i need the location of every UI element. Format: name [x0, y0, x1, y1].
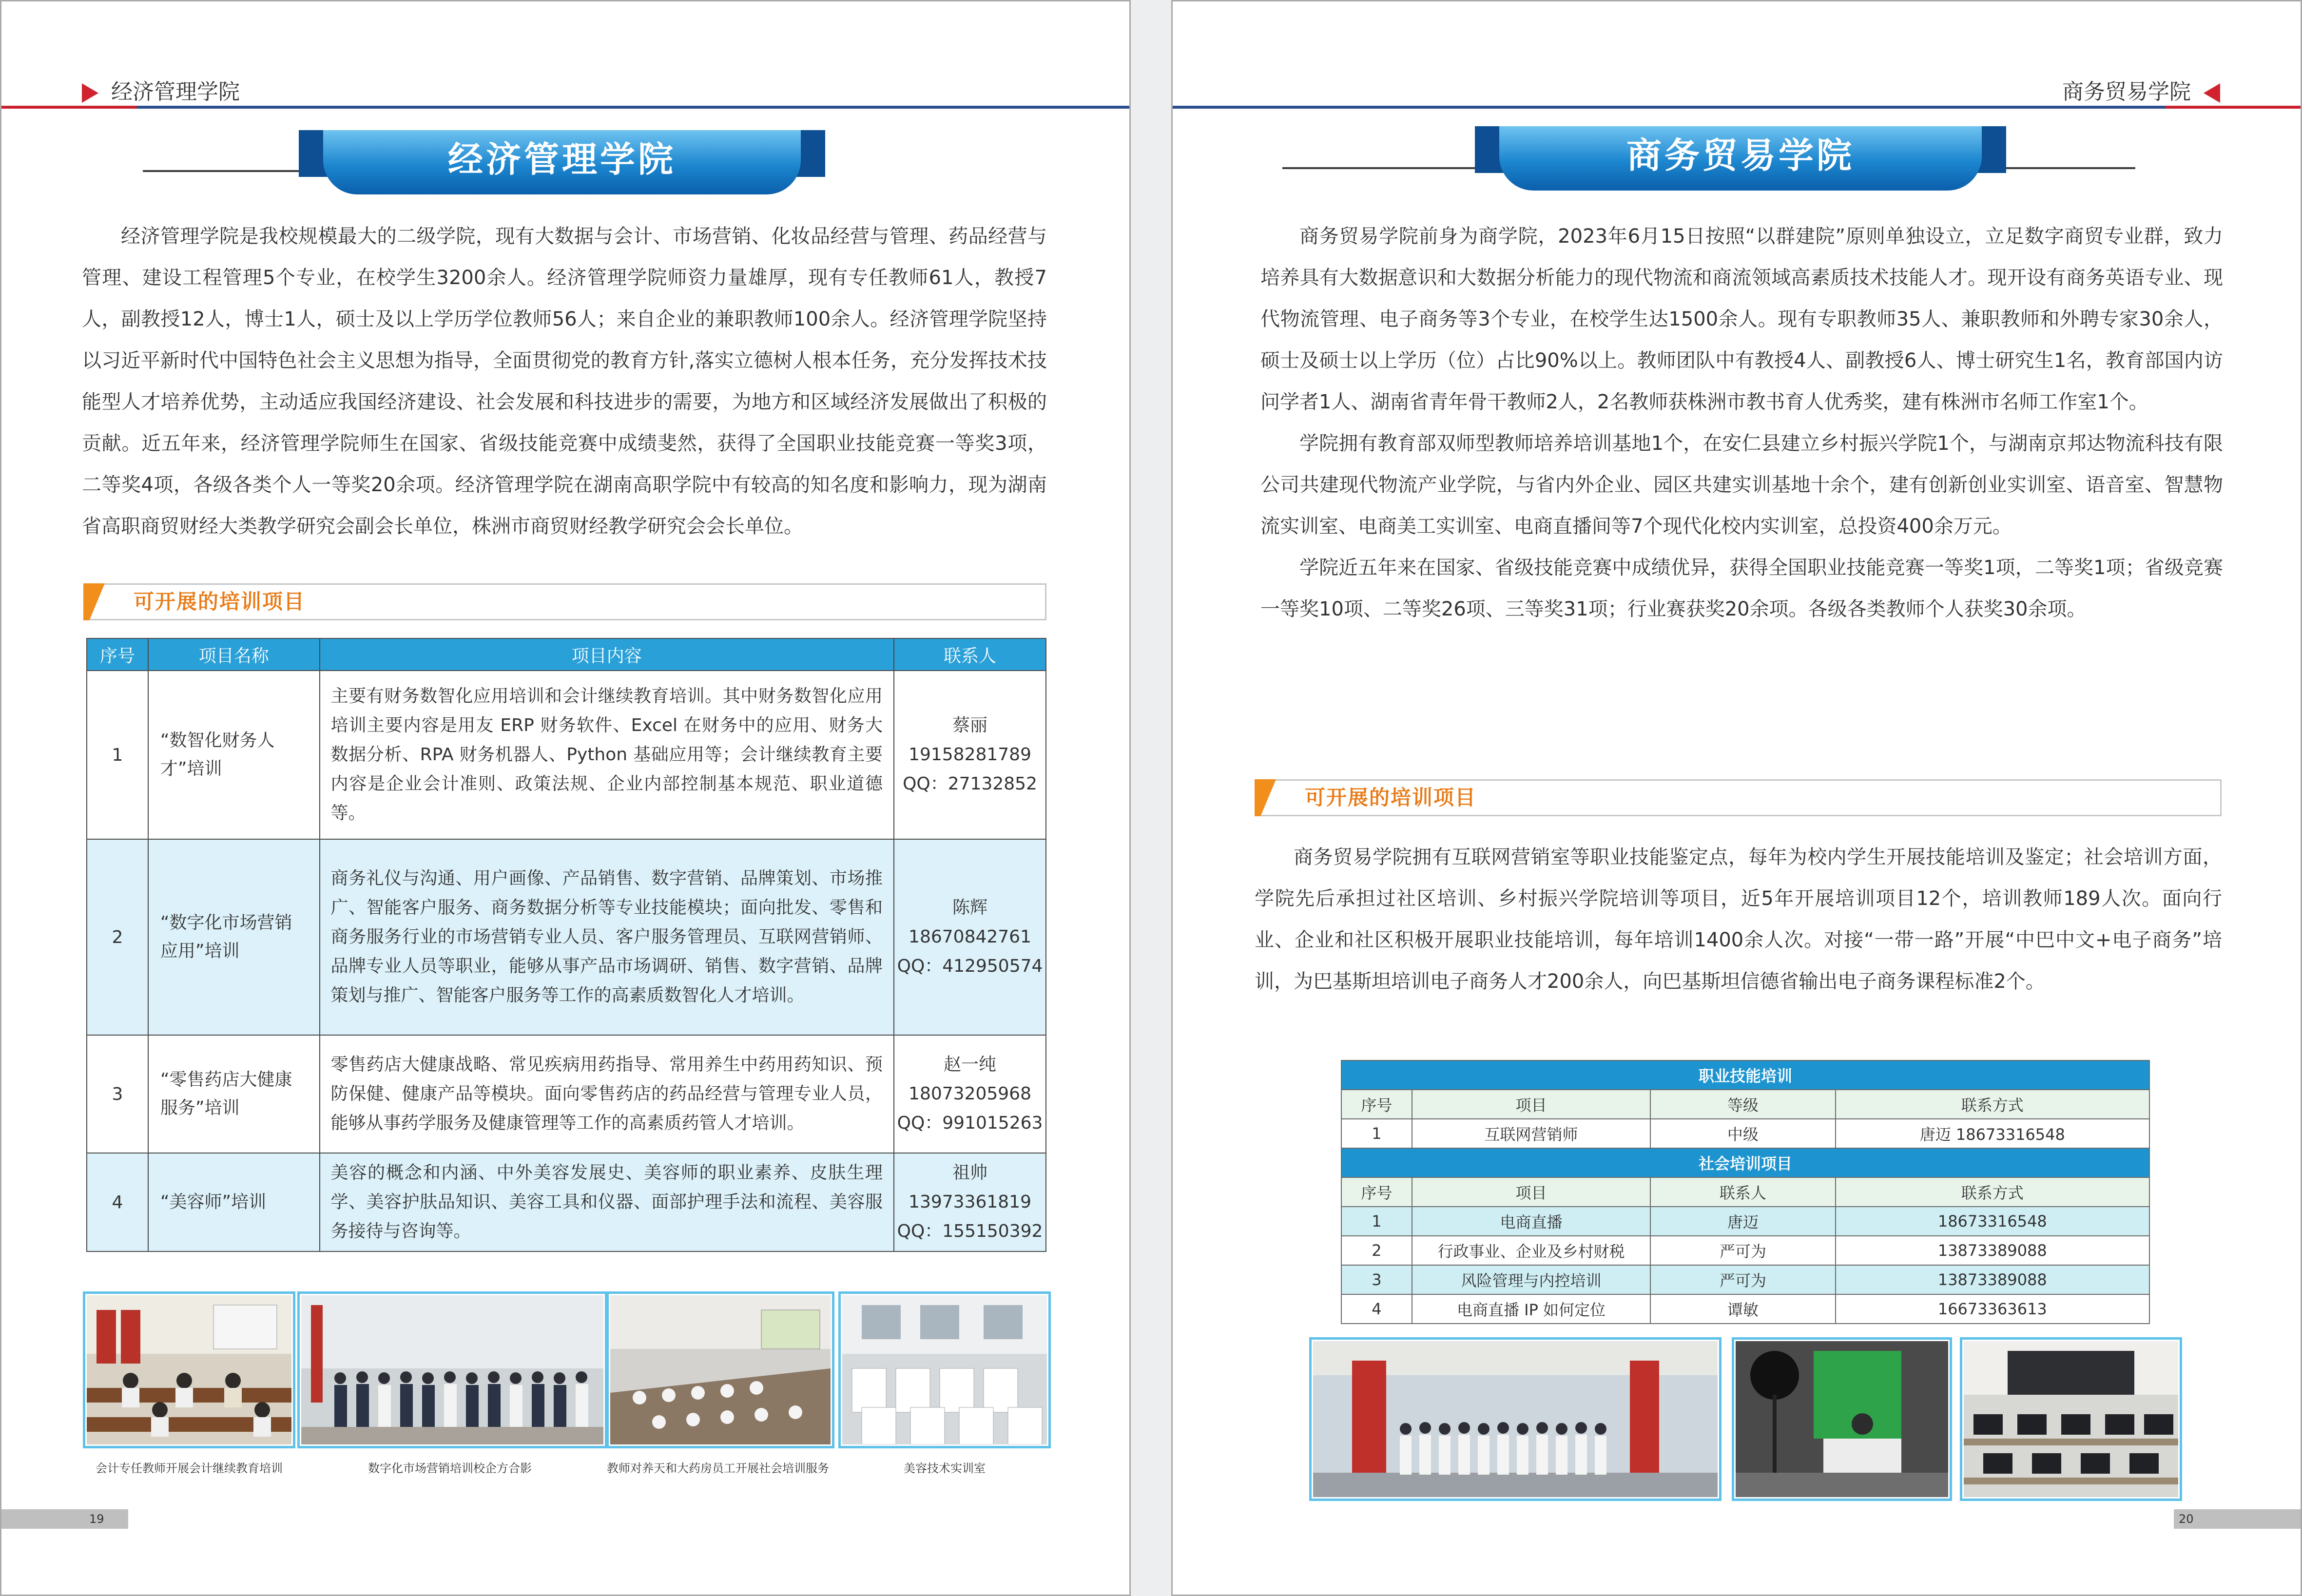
project-content: 主要有财务数智化应用培训和会计继续教育培训。其中财务数智化应用培训主要内容是用友 ERP 财务软件、Excel 在财务中的应用、财务大数据分析、RPA 财务机器人、Python 基础应用等；会计继续教育主要内容是企业会计准则、政策法规、企业内部控制基本规范、职业道德等。 [320, 671, 894, 839]
photo-college-group [1312, 1340, 1719, 1499]
section-tab-icon [83, 583, 105, 620]
col-header: 联系人 [894, 638, 1046, 671]
table-row [1341, 1236, 2149, 1265]
col-header: 项目 [1412, 1177, 1650, 1207]
cell: 谭敏 [1650, 1294, 1835, 1324]
contact-phone: 18073205968 [909, 1084, 1031, 1104]
classroom-photo-icon [87, 1295, 291, 1444]
cell: 唐迈 [1650, 1207, 1835, 1236]
contact-phone: 13973361819 [909, 1192, 1031, 1212]
intro-text [1260, 216, 2223, 630]
contact-name: 祖帅 [952, 1163, 988, 1183]
intro-paragraph: 学院拥有教育部双师型教师培养培训基地1个，在安仁县建立乡村振兴学院1个，与湖南京邦达物流科技有限公司共建现代物流产业学院，与省内外企业、园区共建实训基地十余个，建有创新创业实训室、语音室、智慧物流实训室、电商美工实训室、电商直播间等7个现代化校内实训室，总投资400余万元。 [1260, 432, 2223, 538]
title-banner [299, 130, 825, 196]
training-text [1255, 837, 2222, 1002]
group-title: 社会培训项目 [1341, 1148, 2149, 1177]
cell: 行政事业、企业及乡村财税 [1412, 1236, 1650, 1265]
contact-name: 陈辉 [952, 898, 988, 918]
cell: 电商直播 [1412, 1207, 1650, 1236]
page-header-right [2062, 75, 2220, 110]
project-content: 美容的概念和内涵、中外美容发展史、美容师的职业素养、皮肤生理学、美容护肤品知识、美容工具和仪器、面部护理手法和流程、美容服务接待与咨询等。 [320, 1153, 894, 1251]
section-title: 可开展的培训项目 [1305, 786, 1477, 809]
table-header-row [1341, 1090, 2149, 1119]
contact-name: 蔡丽 [952, 715, 988, 735]
row-number: 1 [87, 671, 148, 839]
cell: 互联网营销师 [1412, 1119, 1650, 1148]
intro-paragraph: 经济管理学院是我校规模最大的二级学院，现有大数据与会计、市场营销、化妆品经营与管理、药品经营与管理、建设工程管理5个专业，在校学生3200余人。经济管理学院师资力量雄厚，现有专任教师61人，教授7人，副教授12人，博士1人，硕士及以上学历学位教师56人；来自企业的兼职教师100余人。经济管理学院坚持以习近平新时代中国特色社会主义思想为指导，全面贯彻党的教育方针,落实立德树人根本任务，充分发挥技术技能型人才培养优势，主动适应我国经济建设、社会发展和科技进步的需要，为地方和区域经济发展做出了积极的贡献。近五年来，经济管理学院师生在国家、省级技能竞赛中成绩斐然，获得了全国职业技能竞赛一等奖3项，二等奖4项，各级各类个人一等奖20余项。经济管理学院在湖南高职学院中有较高的知名度和影响力，现为湖南省高职商贸财经大类教学研究会副会长单位，株洲市商贸财经教学研究会会长单位。 [82, 225, 1047, 538]
table-row [87, 1153, 1046, 1251]
table-header-row [87, 638, 1046, 671]
page-title: 商务贸易学院 [1499, 126, 1982, 191]
lecture-hall-photo-icon [610, 1295, 831, 1444]
page-right [1171, 0, 2302, 1596]
col-header: 等级 [1650, 1090, 1835, 1119]
col-header: 联系人 [1650, 1177, 1835, 1207]
training-room-photo-icon [842, 1295, 1047, 1444]
intro-text [82, 216, 1047, 547]
photo-beauty-lab [841, 1294, 1048, 1446]
project-name: “数智化财务人才”培训 [148, 671, 320, 839]
computer-room-photo-icon [1964, 1341, 2178, 1497]
table-row [87, 839, 1046, 1035]
cell: 4 [1341, 1294, 1412, 1324]
col-header: 联系方式 [1836, 1177, 2149, 1207]
col-header: 序号 [1341, 1177, 1412, 1207]
contact-cell [894, 671, 1046, 839]
col-header: 联系方式 [1836, 1090, 2149, 1119]
intro-paragraph: 商务贸易学院前身为商学院，2023年6月15日按照“以群建院”原则单独设立，立足数字商贸专业群，致力培养具有大数据意识和大数据分析能力的现代物流和商流领域高素质技术技能人才。现开设有商务英语专业、现代物流管理、电子商务等3个专业，在校学生达1500余人。现有专职教师35人、兼职教师和外聘专家30余人，硕士及硕士以上学历（位）占比90%以上。教师团队中有教授4人、副教授6人、博士研究生1名，教育部国内访问学者1人、湖南省青年骨干教师2人，2名教师获株洲市教书育人优秀奖，建有株洲市名师工作室1个。 [1260, 225, 2223, 413]
cell: 电商直播 IP 如何定位 [1412, 1294, 1650, 1324]
cell: 3 [1341, 1265, 1412, 1294]
table-header-row [1341, 1177, 2149, 1207]
contact-phone: 19158281789 [909, 745, 1031, 765]
studio-photo-icon [1736, 1341, 1948, 1497]
group-photo-icon [1313, 1341, 1718, 1497]
cell: 中级 [1650, 1119, 1835, 1148]
photo-computer-lab [1962, 1340, 2180, 1499]
cell: 1 [1341, 1119, 1412, 1148]
table-row [1341, 1119, 2149, 1148]
header-label: 经济管理学院 [111, 79, 240, 104]
col-header: 项目名称 [148, 638, 320, 671]
contact-cell [894, 1035, 1046, 1153]
table-row [1341, 1265, 2149, 1294]
table-row [1341, 1207, 2149, 1236]
title-banner [1475, 126, 2006, 192]
section-heading [1255, 779, 2222, 816]
col-header: 序号 [1341, 1090, 1412, 1119]
triangle-marker-icon [2204, 83, 2220, 103]
table-row [87, 671, 1046, 839]
project-name: “零售药店大健康服务”培训 [148, 1035, 320, 1153]
training-table [86, 638, 1046, 1252]
project-name: “美容师”培训 [148, 1153, 320, 1251]
photo-group-marketing [300, 1294, 605, 1446]
triangle-marker-icon [82, 83, 98, 103]
cell: 1 [1341, 1207, 1412, 1236]
photo-caption: 美容技术实训室 [904, 1461, 986, 1475]
col-header: 项目内容 [320, 638, 894, 671]
cell: 13873389088 [1836, 1236, 2149, 1265]
contact-name: 赵一纯 [944, 1055, 997, 1075]
group-photo-icon [301, 1295, 603, 1444]
photo-accounting-training [85, 1294, 293, 1446]
photo-caption: 数字化市场营销培训校企方合影 [368, 1461, 532, 1475]
page-number: 19 [89, 1512, 104, 1526]
table-row [1341, 1294, 2149, 1324]
photo-caption: 会计专任教师开展会计继续教育培训 [96, 1461, 283, 1475]
photo-pharmacy-training [609, 1294, 832, 1446]
page-number: 20 [2179, 1512, 2194, 1526]
section-heading [83, 583, 1046, 620]
project-content: 零售药店大健康战略、常见疾病用药指导、常用养生中药用药知识、预防保健、健康产品等模块。面向零售药店的药品经营与管理专业人员，能够从事药学服务及健康管理等工作的高素质药管人才培训。 [320, 1035, 894, 1153]
cell: 16673363613 [1836, 1294, 2149, 1324]
cell: 严可为 [1650, 1236, 1835, 1265]
contact-phone: 18670842761 [909, 927, 1031, 947]
col-header: 序号 [87, 638, 148, 671]
cell: 唐迈 18673316548 [1836, 1119, 2149, 1148]
section-tab-icon [1255, 779, 1276, 816]
contact-qq: QQ：155150392 [897, 1221, 1043, 1241]
page-title: 经济管理学院 [323, 130, 801, 194]
group-title: 职业技能培训 [1341, 1060, 2149, 1090]
contact-qq: QQ：27132852 [903, 774, 1037, 794]
project-name: “数字化市场营销应用”培训 [148, 839, 320, 1035]
contact-qq: QQ：412950574 [897, 956, 1043, 976]
col-header: 项目 [1412, 1090, 1650, 1119]
cell: 18673316548 [1836, 1207, 2149, 1236]
row-number: 3 [87, 1035, 148, 1153]
group-header-row [1341, 1060, 2149, 1090]
page-number-bar [1, 1509, 128, 1529]
contact-cell [894, 839, 1046, 1035]
page-left [0, 0, 1131, 1596]
row-number: 2 [87, 839, 148, 1035]
cell: 13873389088 [1836, 1265, 2149, 1294]
header-rule [1, 106, 1129, 109]
cell: 风险管理与内控培训 [1412, 1265, 1650, 1294]
intro-paragraph: 学院近五年来在国家、省级技能竞赛中成绩优异，获得全国职业技能竞赛一等奖1项，二等奖1项；省级竞赛一等奖10项、二等奖26项、三等奖31项；行业赛获奖20余项。各级各类教师个人获奖30余项。 [1260, 557, 2223, 620]
contact-qq: QQ：991015263 [897, 1113, 1043, 1133]
row-number: 4 [87, 1153, 148, 1251]
page-number-bar [2174, 1509, 2301, 1529]
table-row [87, 1035, 1046, 1153]
skill-training-table [1341, 1060, 2150, 1324]
project-content: 商务礼仪与沟通、用户画像、产品销售、数字营销、品牌策划、市场推广、智能客户服务、商务数据分析等专业技能模块；面向批发、零售和商务服务行业的市场营销专业人员、客户服务管理员、互联网营销师、品牌专业人员等职业，能够从事产品市场调研、销售、数字营销、品牌策划与推广、智能客户服务等工作的高素质数智化人才培训。 [320, 839, 894, 1035]
group-header-row [1341, 1148, 2149, 1177]
page-header-left [82, 75, 240, 110]
cell: 2 [1341, 1236, 1412, 1265]
section-title: 可开展的培训项目 [134, 590, 306, 614]
contact-cell [894, 1153, 1046, 1251]
photo-live-studio [1734, 1340, 1950, 1499]
cell: 严可为 [1650, 1265, 1835, 1294]
header-rule [1173, 106, 2301, 109]
header-label: 商务贸易学院 [2062, 79, 2191, 104]
training-paragraph: 商务贸易学院拥有互联网营销室等职业技能鉴定点，每年为校内学生开展技能培训及鉴定；社会培训方面，学院先后承担过社区培训、乡村振兴学院培训等项目，近5年开展培训项目12个，培训教师189人次。面向行业、企业和社区积极开展职业技能培训，每年培训1400余人次。对接“一带一路”开展“中巴中文+电子商务”培训，为巴基斯坦培训电子商务人才200余人，向巴基斯坦信德省输出电子商务课程标准2个。 [1255, 846, 2222, 993]
photo-caption: 教师对养天和大药房员工开展社会培训服务 [607, 1461, 829, 1475]
